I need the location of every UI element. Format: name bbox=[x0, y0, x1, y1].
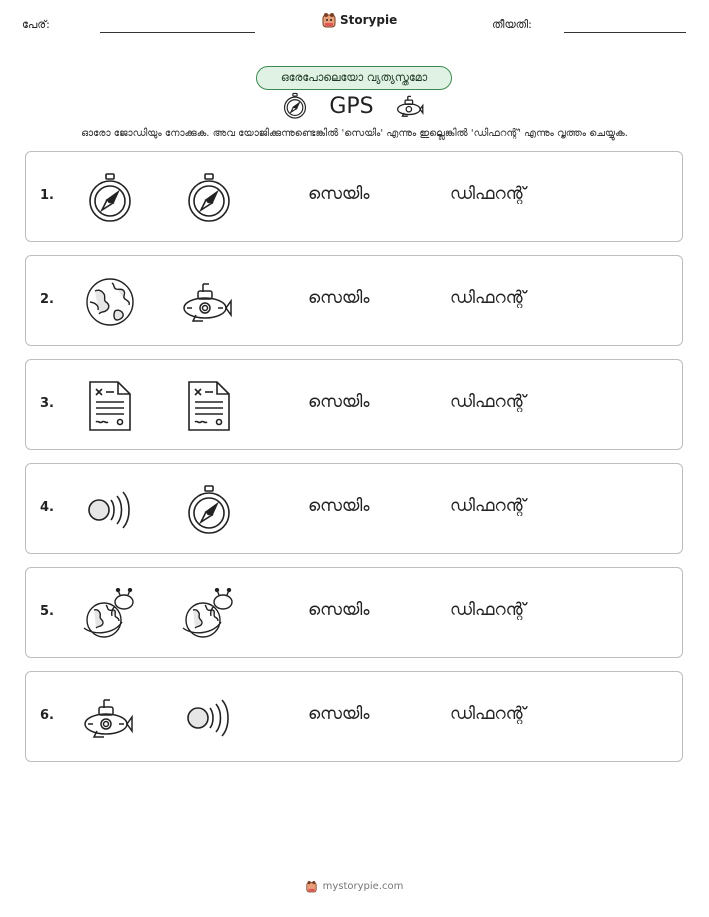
globe-icon bbox=[82, 274, 138, 330]
date-line[interactable] bbox=[564, 32, 686, 33]
question-row bbox=[25, 463, 683, 554]
question-row bbox=[25, 567, 683, 658]
same-option[interactable]: സെയിം bbox=[308, 600, 370, 620]
question-row bbox=[25, 671, 683, 762]
question-row bbox=[25, 151, 683, 242]
same-option[interactable]: സെയിം bbox=[308, 704, 370, 724]
different-option[interactable]: ഡിഫറന്റ് bbox=[450, 392, 526, 412]
brand-name: Storypie bbox=[340, 13, 398, 27]
same-option[interactable]: സെയിം bbox=[308, 496, 370, 516]
different-option[interactable]: ഡിഫറന്റ് bbox=[450, 704, 526, 724]
title-row bbox=[0, 92, 709, 120]
same-option[interactable]: സെയിം bbox=[308, 392, 370, 412]
question-number: 6. bbox=[40, 708, 54, 723]
compass-icon bbox=[283, 92, 307, 120]
different-option[interactable]: ഡിഫറന്റ് bbox=[450, 184, 526, 204]
different-option[interactable]: ഡിഫറന്റ് bbox=[450, 288, 526, 308]
document-icon bbox=[82, 378, 138, 434]
document-icon bbox=[181, 378, 237, 434]
question-number: 5. bbox=[40, 604, 54, 619]
different-option[interactable]: ഡിഫറന്റ് bbox=[450, 600, 526, 620]
footer bbox=[0, 880, 709, 893]
date-label: തീയതി: bbox=[492, 18, 532, 31]
compass-icon bbox=[82, 170, 138, 226]
question-number: 3. bbox=[40, 396, 54, 411]
brand-logo bbox=[322, 12, 397, 28]
submarine-icon bbox=[82, 690, 138, 746]
question-number: 4. bbox=[40, 500, 54, 515]
satellite-earth-icon bbox=[82, 586, 138, 642]
question-number: 1. bbox=[40, 188, 54, 203]
storypie-icon bbox=[322, 12, 336, 28]
submarine-icon bbox=[396, 94, 426, 118]
signal-icon bbox=[82, 482, 138, 538]
submarine-icon bbox=[181, 274, 237, 330]
instructions: ഓരോ ജോഡിയും നോക്കുക. അവ യോജിക്കുന്നുണ്ടെങ്കിൽ 'സെയിം' എന്നും ഇല്ലെങ്കിൽ 'ഡിഫറന്റ്' എന്നും വൃത്തം ചെയ്യുക. bbox=[81, 128, 628, 139]
question-number: 2. bbox=[40, 292, 54, 307]
compass-icon bbox=[181, 482, 237, 538]
same-option[interactable]: സെയിം bbox=[308, 288, 370, 308]
worksheet-type-pill: ഒരേപോലെയോ വ്യത്യസ്തമോ bbox=[256, 66, 452, 90]
storypie-icon bbox=[306, 880, 317, 893]
page-title: GPS bbox=[329, 93, 374, 119]
signal-icon bbox=[181, 690, 237, 746]
footer-url: mystorypie.com bbox=[322, 881, 404, 892]
name-label: പേര്: bbox=[22, 18, 50, 31]
question-row bbox=[25, 359, 683, 450]
question-row bbox=[25, 255, 683, 346]
name-line[interactable] bbox=[100, 32, 255, 33]
different-option[interactable]: ഡിഫറന്റ് bbox=[450, 496, 526, 516]
compass-icon bbox=[181, 170, 237, 226]
same-option[interactable]: സെയിം bbox=[308, 184, 370, 204]
satellite-earth-icon bbox=[181, 586, 237, 642]
